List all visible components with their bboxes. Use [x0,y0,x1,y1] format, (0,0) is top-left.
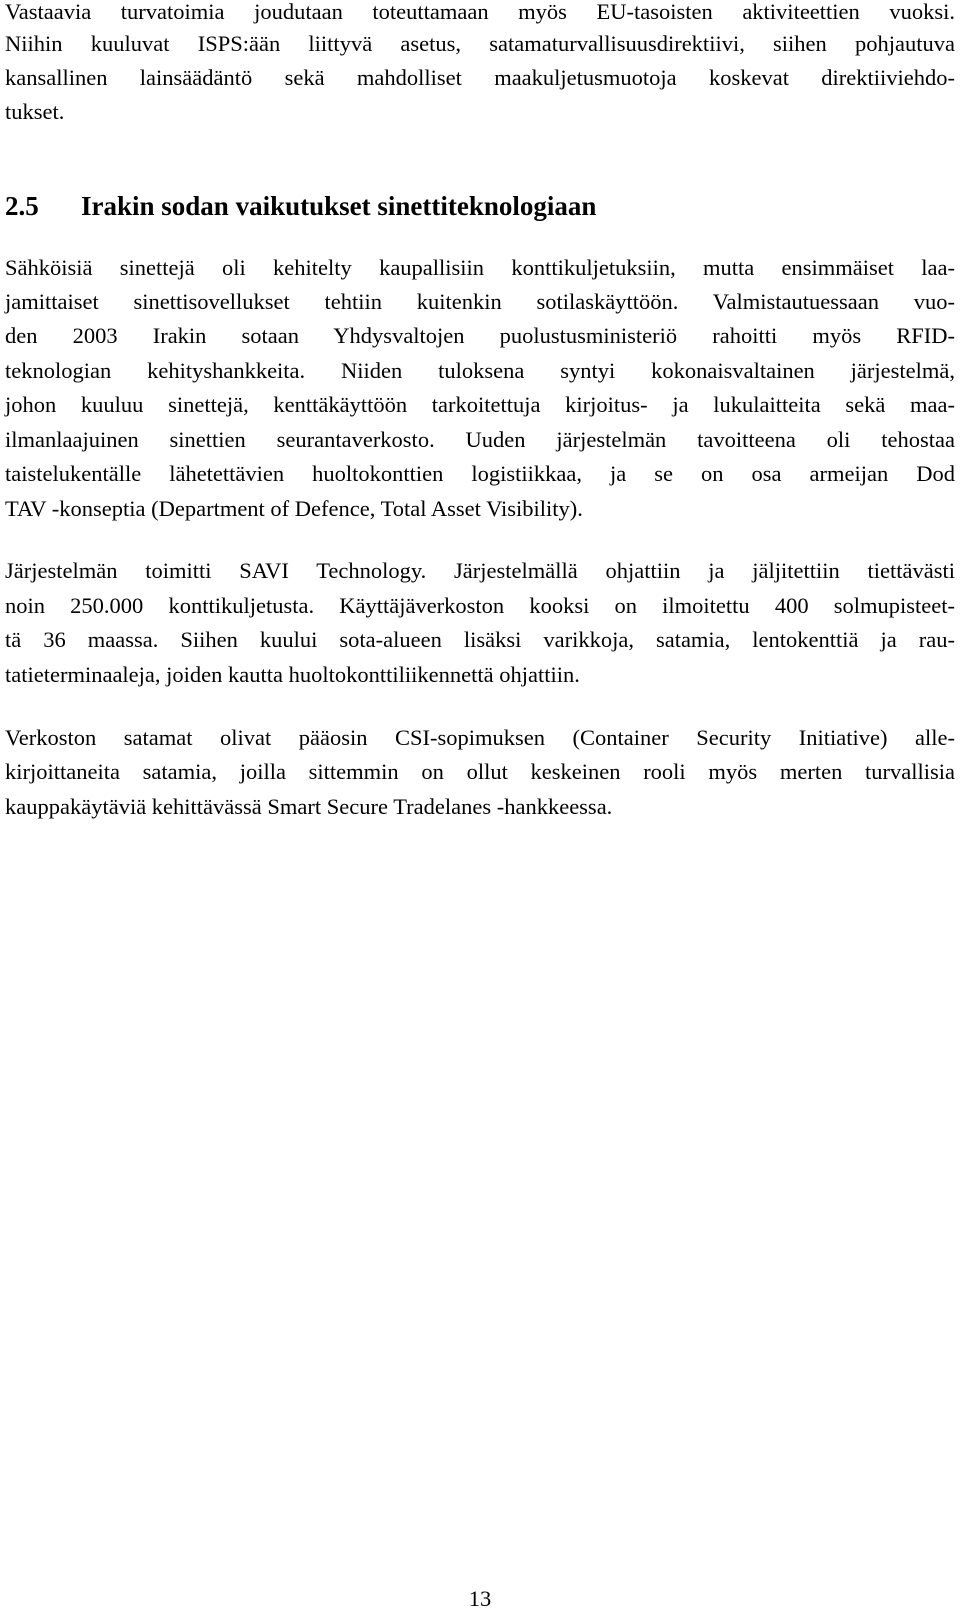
p1-line-3: den 2003 Irakin sotaan Yhdysvaltojen puolustusministeriö rahoitti myös RFID- [5,323,955,348]
section-number: 2.5 [5,191,39,221]
section-heading [5,188,596,224]
p3-line-1: Verkoston satamat olivat pääosin CSI-sopimuksen (Container Security Initiative) alle- [5,725,955,750]
p1-line-5: johon kuuluu sinettejä, kenttäkäyttöön tarkoitettuja kirjoitus- ja lukulaitteita sekä maa- [5,392,955,417]
intro-line-2: Niihin kuuluvat ISPS:ään liittyvä asetus, satamaturvallisuusdirektiivi, siihen pohjautuva [5,31,955,56]
p2-line-4: tatieterminaaleja, joiden kautta huoltokonttiliikennettä ohjattiin. [5,662,580,687]
p1-line-2: jamittaiset sinettisovellukset tehtiin kuitenkin sotilaskäyttöön. Valmistautuessaan vuo- [5,289,955,314]
intro-line-1: Vastaavia turvatoimia joudutaan toteuttamaan myös EU-tasoisten aktiviteettien vuoksi. [5,0,955,24]
section-title: Irakin sodan vaikutukset sinettiteknologiaan [81,191,597,221]
p2-line-3: tä 36 maassa. Siihen kuului sota-alueen lisäksi varikkoja, satamia, lentokenttiä ja rau- [5,627,955,652]
p3-line-3: kauppakäytäviä kehittävässä Smart Secure Tradelanes -hankkeessa. [5,794,613,819]
p2-line-1: Järjestelmän toimitti SAVI Technology. Järjestelmällä ohjattiin ja jäljitettiin tiettävästi [5,558,955,583]
p1-line-7: taistelukentälle lähetettävien huoltokonttien logistiikkaa, ja se on osa armeijan Dod [5,461,955,486]
p1-line-8: TAV -konseptia (Department of Defence, Total Asset Visibility). [5,496,583,521]
intro-line-3: kansallinen lainsäädäntö sekä mahdolliset maakuljetusmuotoja koskevat direktiiviehdo- [5,65,955,90]
p2-line-2: noin 250.000 konttikuljetusta. Käyttäjäverkoston kooksi on ilmoitettu 400 solmupisteet- [5,593,955,618]
p3-line-2: kirjoittaneita satamia, joilla sittemmin on ollut keskeinen rooli myös merten turvallisia [5,759,955,784]
page-number: 13 [468,1586,492,1611]
p1-line-4: teknologian kehityshankkeita. Niiden tuloksena syntyi kokonaisvaltainen järjestelmä, [5,358,955,383]
p1-line-1: Sähköisiä sinettejä oli kehitelty kaupallisiin konttikuljetuksiin, mutta ensimmäiset laa- [5,255,955,280]
intro-line-4: tukset. [5,99,65,124]
p1-line-6: ilmanlaajuinen sinettien seurantaverkosto. Uuden järjestelmän tavoitteena oli tehostaa [5,427,955,452]
